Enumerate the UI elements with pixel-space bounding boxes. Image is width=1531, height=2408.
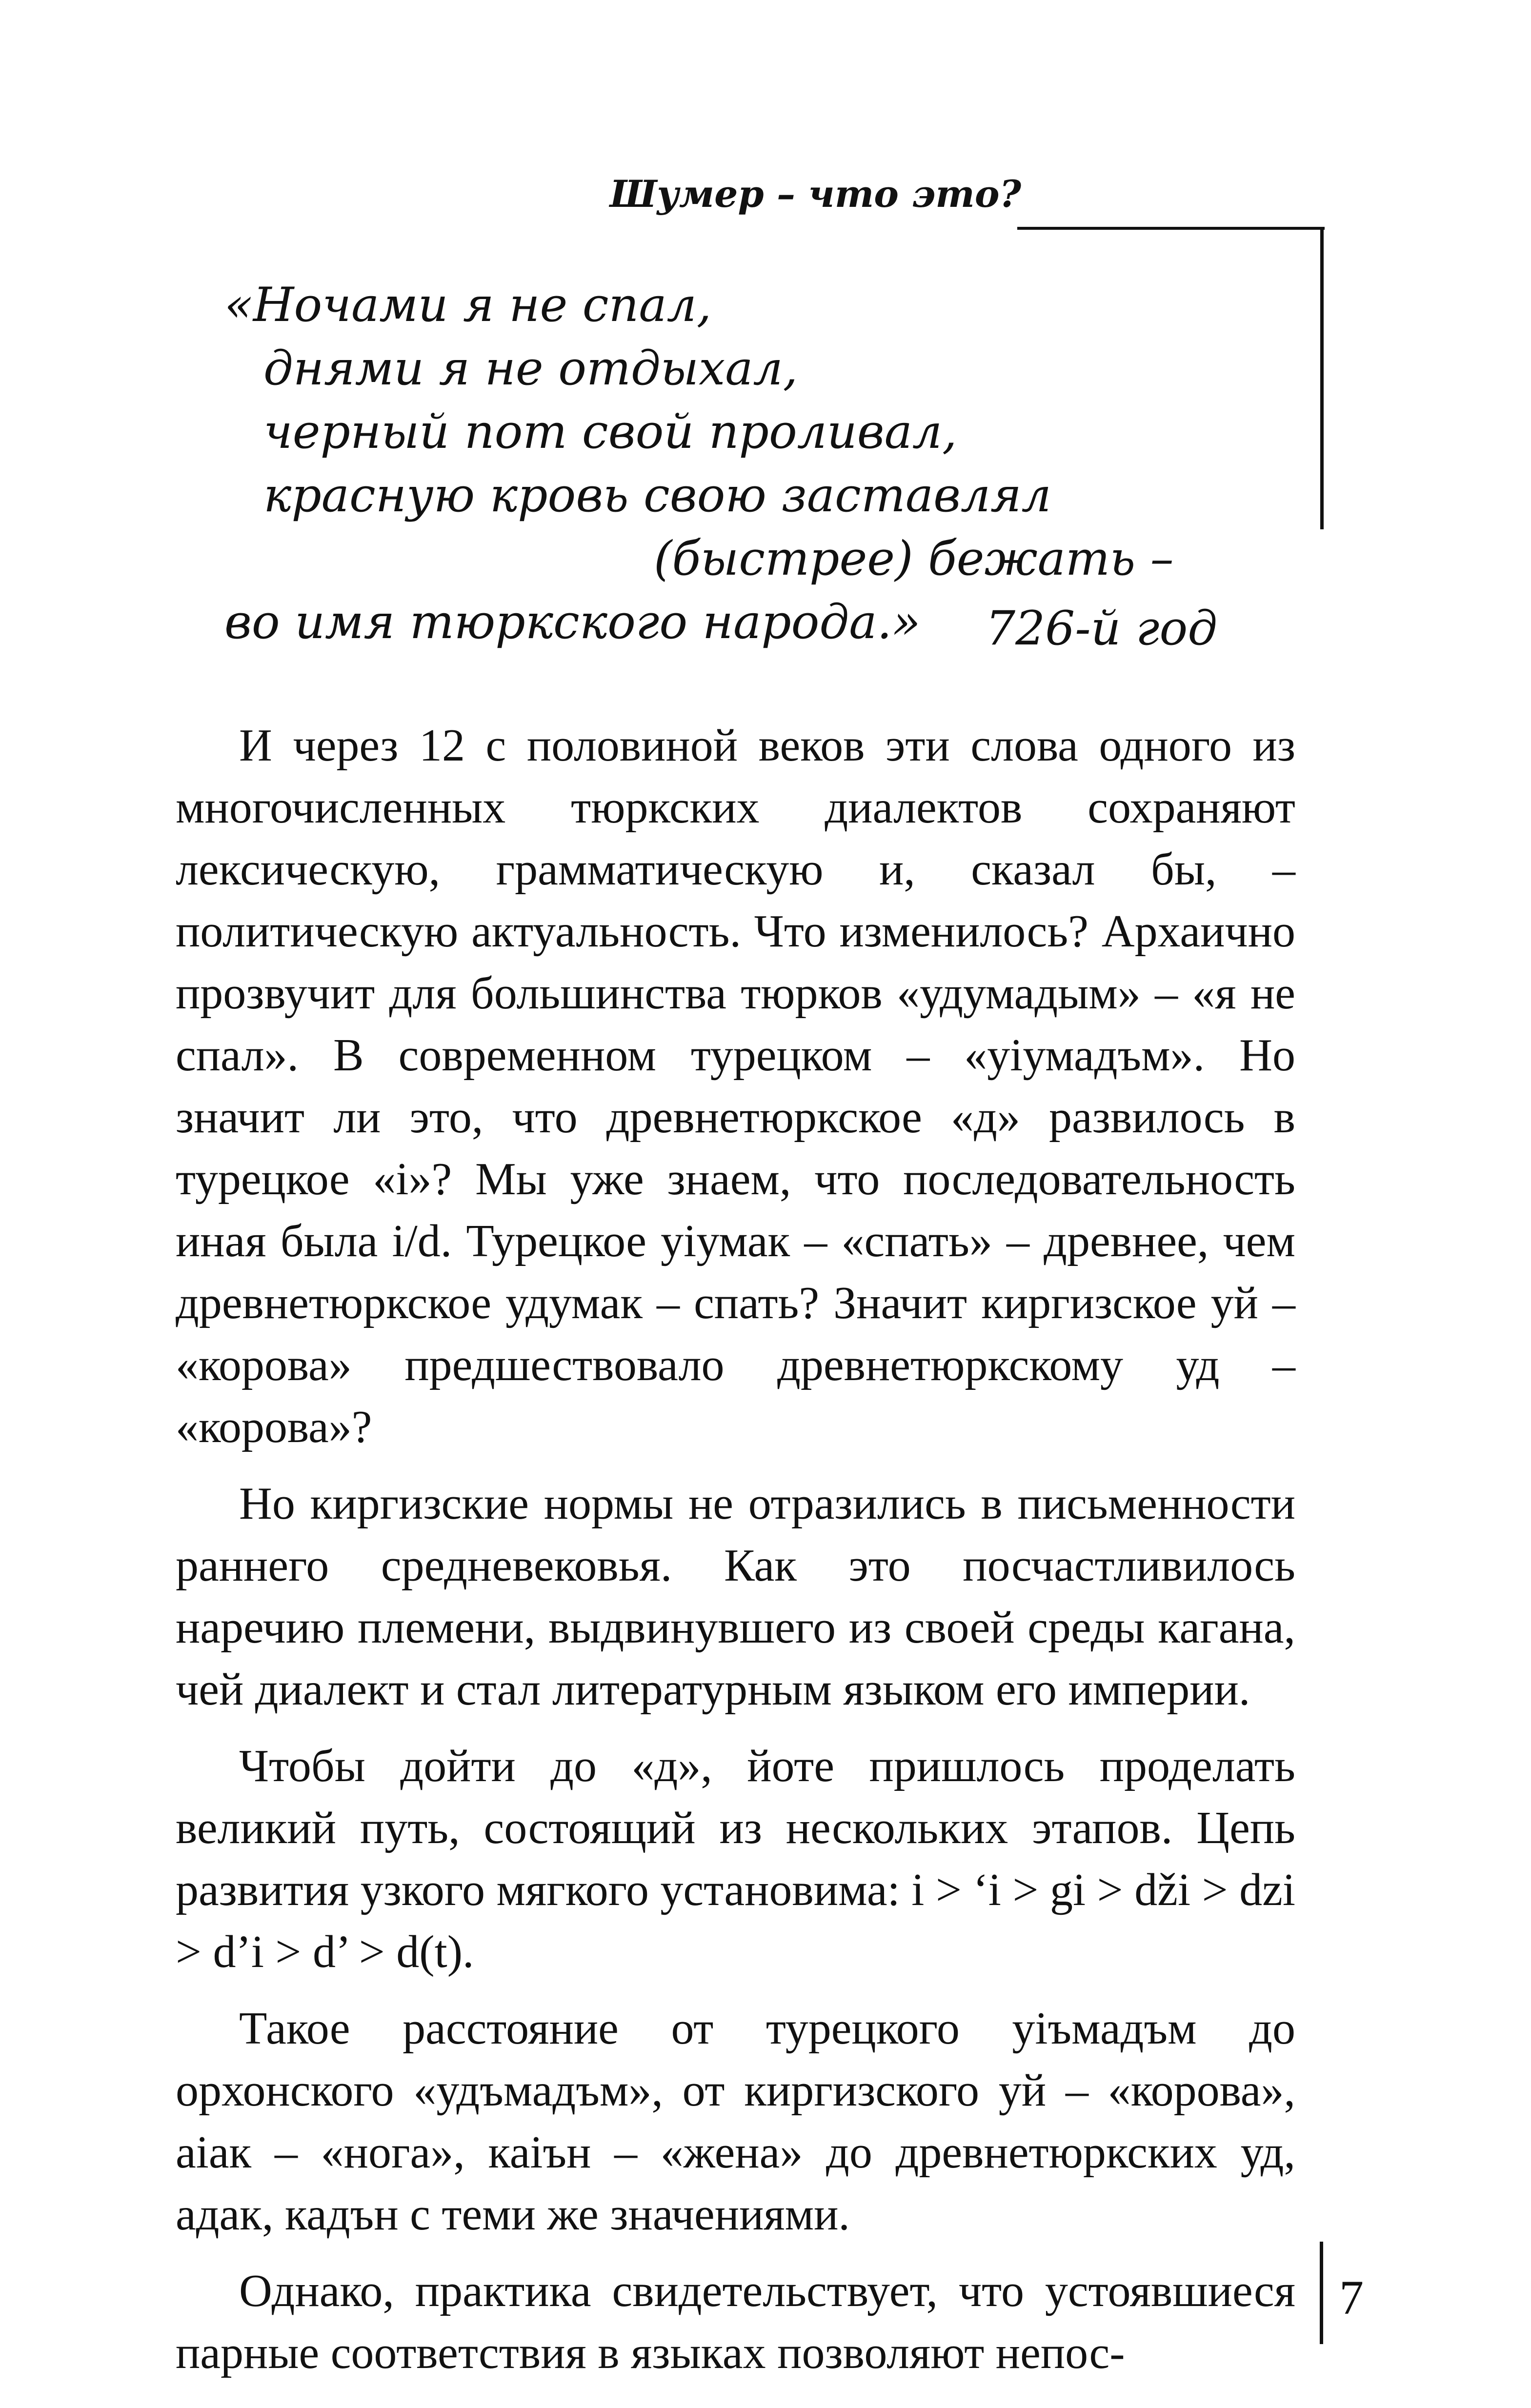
epigraph-date: 726-й год [986, 601, 1218, 656]
paragraph: Но киргизские нормы не отразились в письменности раннего средневековья. Как это посчастливилось наречию племени, выдвинувшего из своей среды кагана, чей диалект и стал литературным языком его империи. [176, 1478, 1295, 1715]
poem-line: днями я не отдыхал, [263, 341, 798, 396]
paragraph: Чтобы дойти до «д», йоте пришлось проделать великий путь, состоящий из нескольких этапов. Цепь развития узкого мягкого установима: і > ‘і > gi > dži > dzi > d’i > d’ > d(t). [176, 1741, 1295, 1977]
page-number: 7 [1339, 2270, 1364, 2325]
page-number-rule [1320, 2242, 1323, 2344]
poem-line: во имя тюркского народа.» [224, 595, 921, 649]
poem-line: (быстрее) бежать – [654, 531, 1174, 586]
header-vertical-rule [1320, 227, 1324, 529]
body-text [176, 715, 1295, 2384]
running-header: Шумер – что это? [610, 172, 1022, 216]
poem-line: черный пот свой проливал, [263, 404, 957, 459]
poem-line: красную кровь свою заставлял [263, 468, 1051, 522]
paragraph: Однако, практика свидетельствует, что устоявшиеся парные соответствия в языках позволяют непос- [176, 2266, 1295, 2378]
epigraph-poem [224, 273, 1174, 654]
paragraph: Такое расстояние от турецкого уіъмадъм до орхонского «удъмадъм», от киргизского уй – «корова», аіак – «нога», каіън – «жена» до древнетюркских уд, адак, кадън с теми же значениями. [176, 2003, 1295, 2240]
header-rule [1017, 227, 1325, 230]
paragraph: И через 12 с половиной веков эти слова одного из многочисленных тюркских диалектов сохраняют лексическую, грамматическую и, сказал бы, – политическую актуальность. Что изменилось? Архаично прозвучит для большинства тюрков «удумадым» – «я не спал». В современном турецком – «уіумадъм». Но значит ли это, что древнетюркское «д» развилось в турецкое «і»? Мы уже знаем, что последовательность иная была і/d. Турецкое уіумак – «спать» – древнее, чем древнетюркское удумак – спать? Значит киргизское уй – «корова» предшествовало древнетюркскому уд – «корова»? [176, 720, 1295, 1452]
poem-line: «Ночами я не спал, [224, 278, 712, 332]
